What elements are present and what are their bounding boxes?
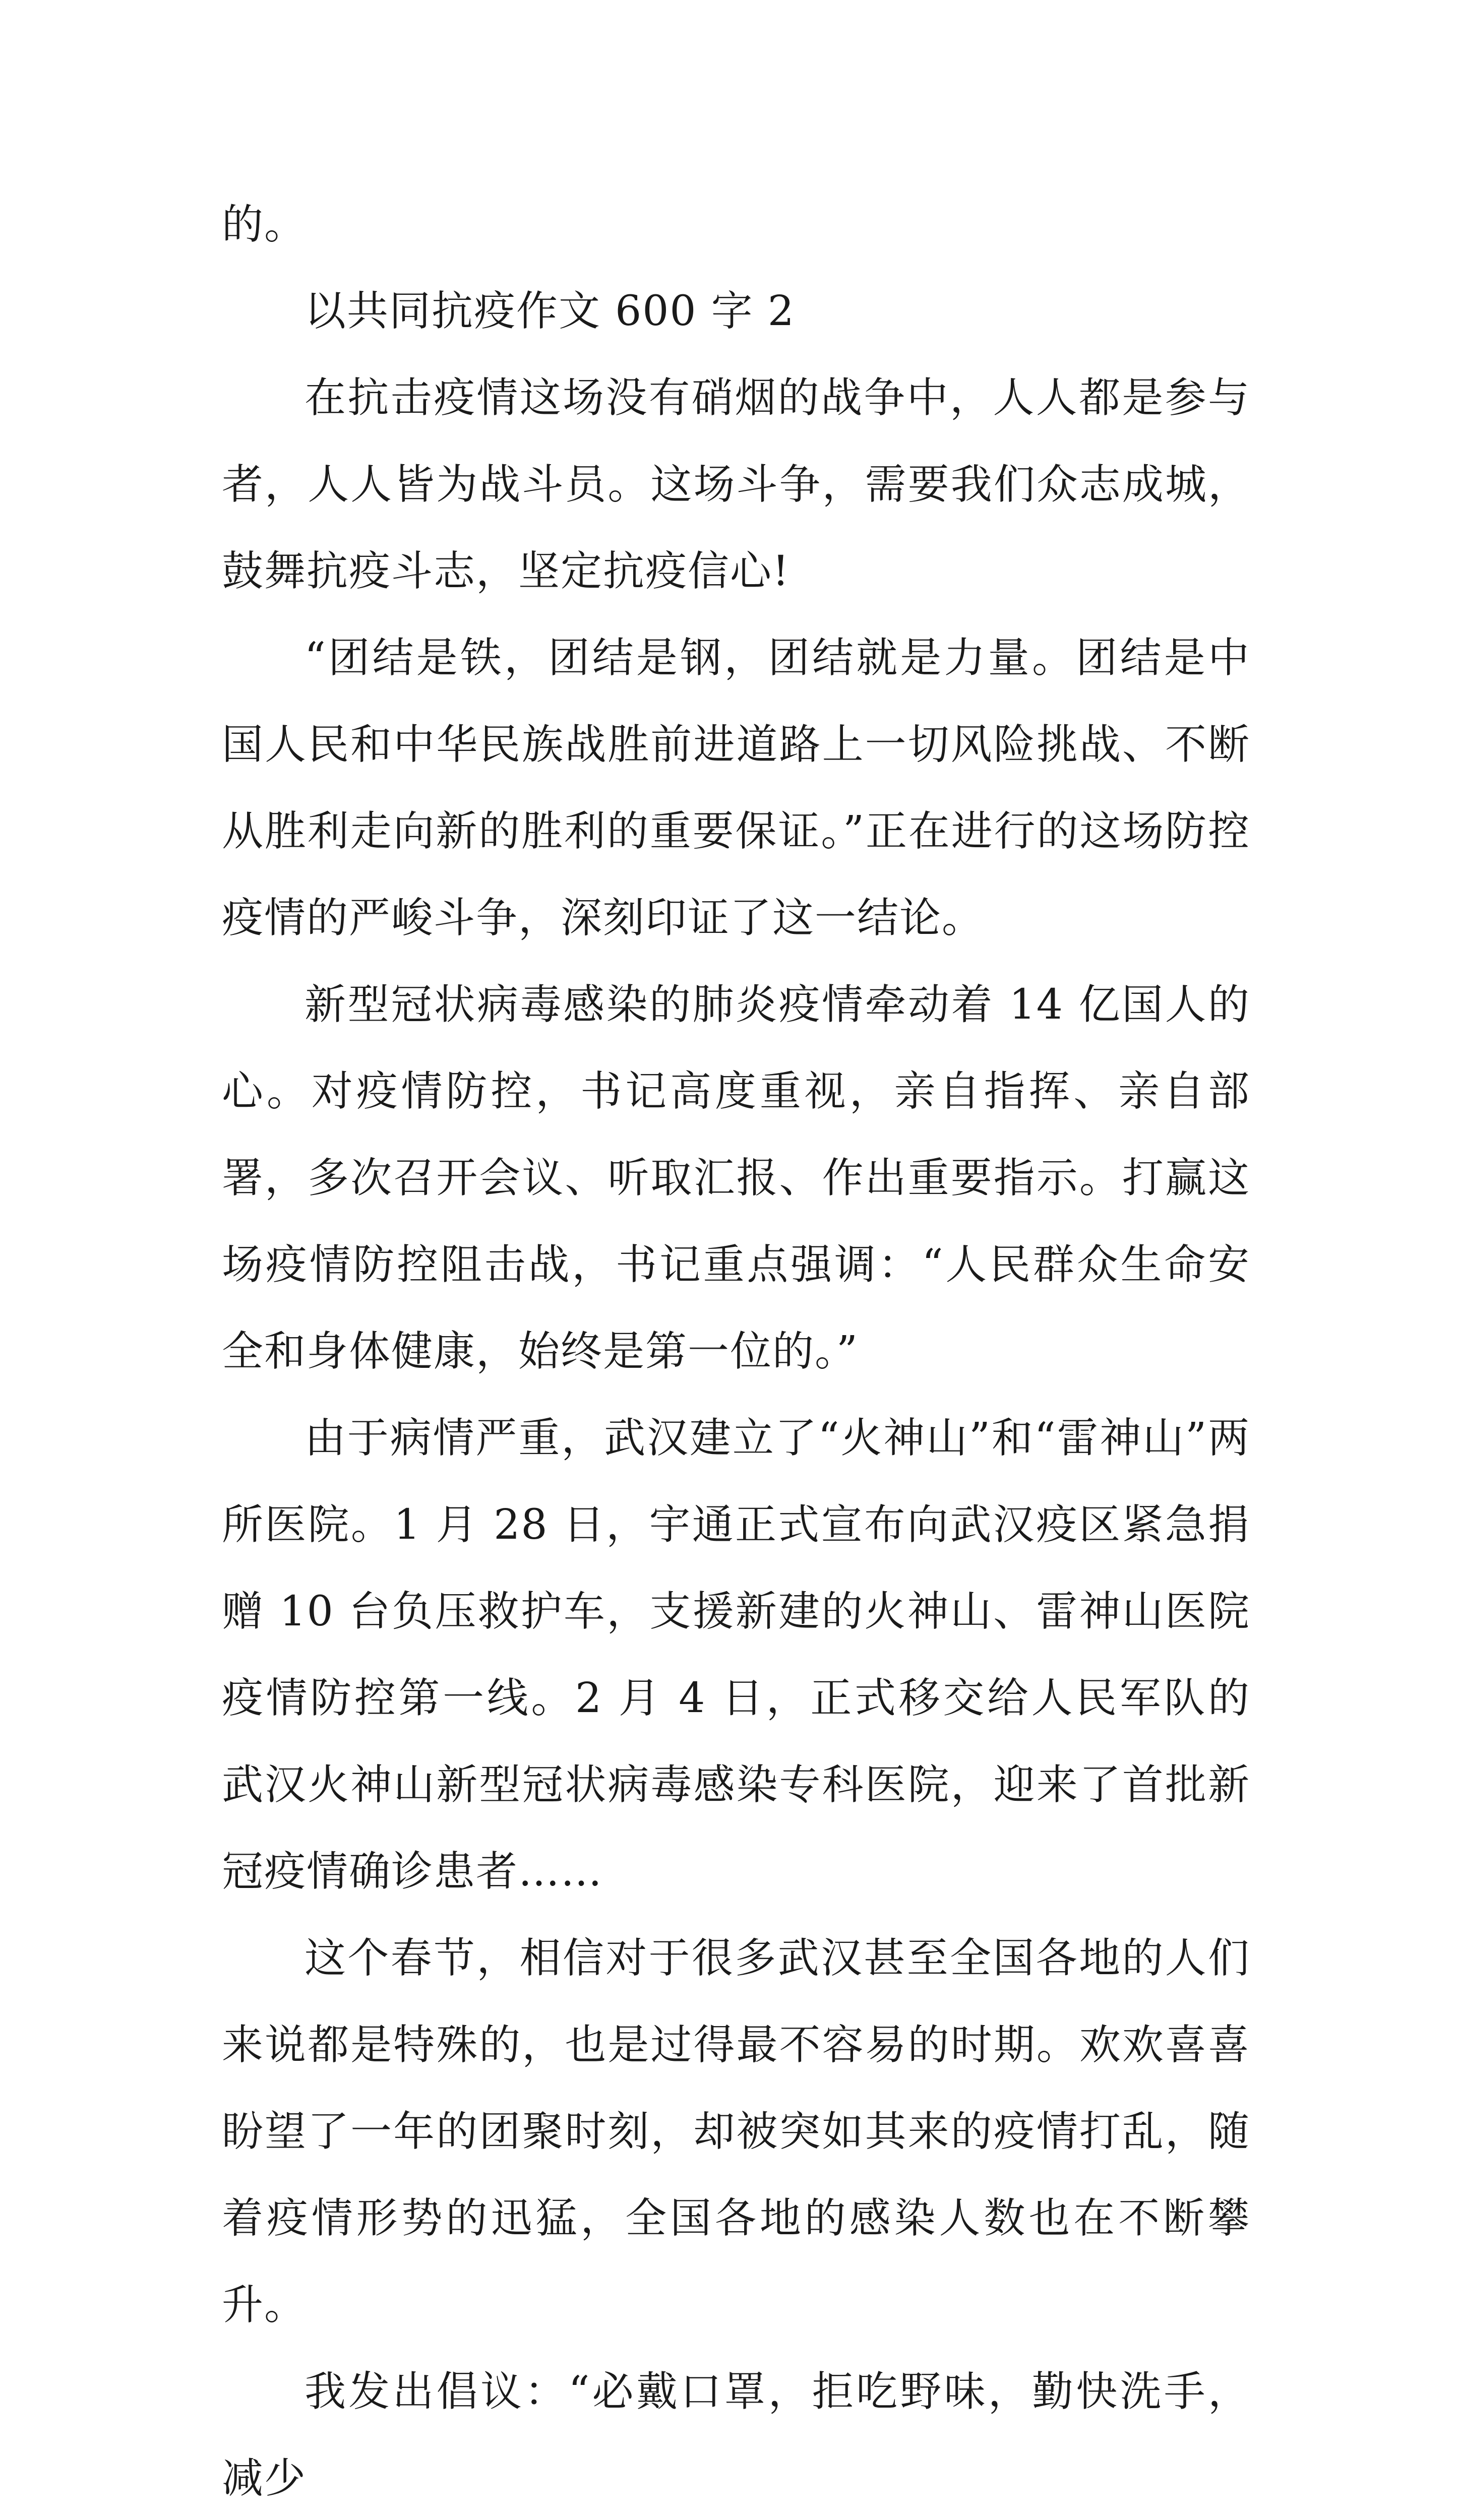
paragraph: 由于病情严重，武汉建立了“火神山”和“雷神山”两所医院。1 月 28 日，宇通正式宣布向武汉疫区紧急捐赠 10 台负压救护车，支援新建的火神山、雷神山医院疫情防控第一线。2 月 4 日，正式移交给人民军队的武汉火神山新型冠状病毒感染专科医院，迎来了首批新冠疫情确诊患者…… [222, 1414, 1250, 1896]
paragraph: 新型冠状病毒感染的肺炎疫情牵动着 14 亿国人的心。对疫情防控，书记高度重视，亲自指挥、亲自部署，多次召开会议、听取汇报、作出重要指示。打赢这场疫情防控阻击战，书记重点强调：“人民群众生命安全和身体健康，始终是第一位的。” [222, 981, 1250, 1375]
body-text [222, 181, 1250, 2520]
section-title: 以共同抗疫作文 600 字 2 [305, 287, 795, 335]
paragraph: 这个春节，相信对于很多武汉甚至全国各地的人们来说都是特殊的，也是过得最不容易的时期。欢欢喜喜盼望了一年的团聚时刻，却被突如其来的疫情打乱，随着疫情形势的迅猛，全国各地的感染人数也在不断攀升。 [222, 1934, 1250, 2329]
paragraph-continuation: 的。 [222, 201, 307, 248]
paragraph: 我发出倡议：“必戴口罩，拒吃野味，勤快洗手，减少 [222, 2368, 1250, 2502]
paragraph: 在抗击疫情这场没有硝烟的战争中，人人都是参与者，人人皆为战斗员。这场斗争，需要我们众志成城，鼓舞抗疫斗志，坚定抗疫信心! [222, 374, 1250, 595]
paragraph: “团结是铁，团结是钢，团结就是力量。团结是中国人民和中华民族战胜前进道路上一切风险挑战、不断从胜利走向新的胜利的重要保证。”正在进行的这场防控疫情的严峻斗争，深刻印证了这一结论。 [222, 634, 1250, 942]
